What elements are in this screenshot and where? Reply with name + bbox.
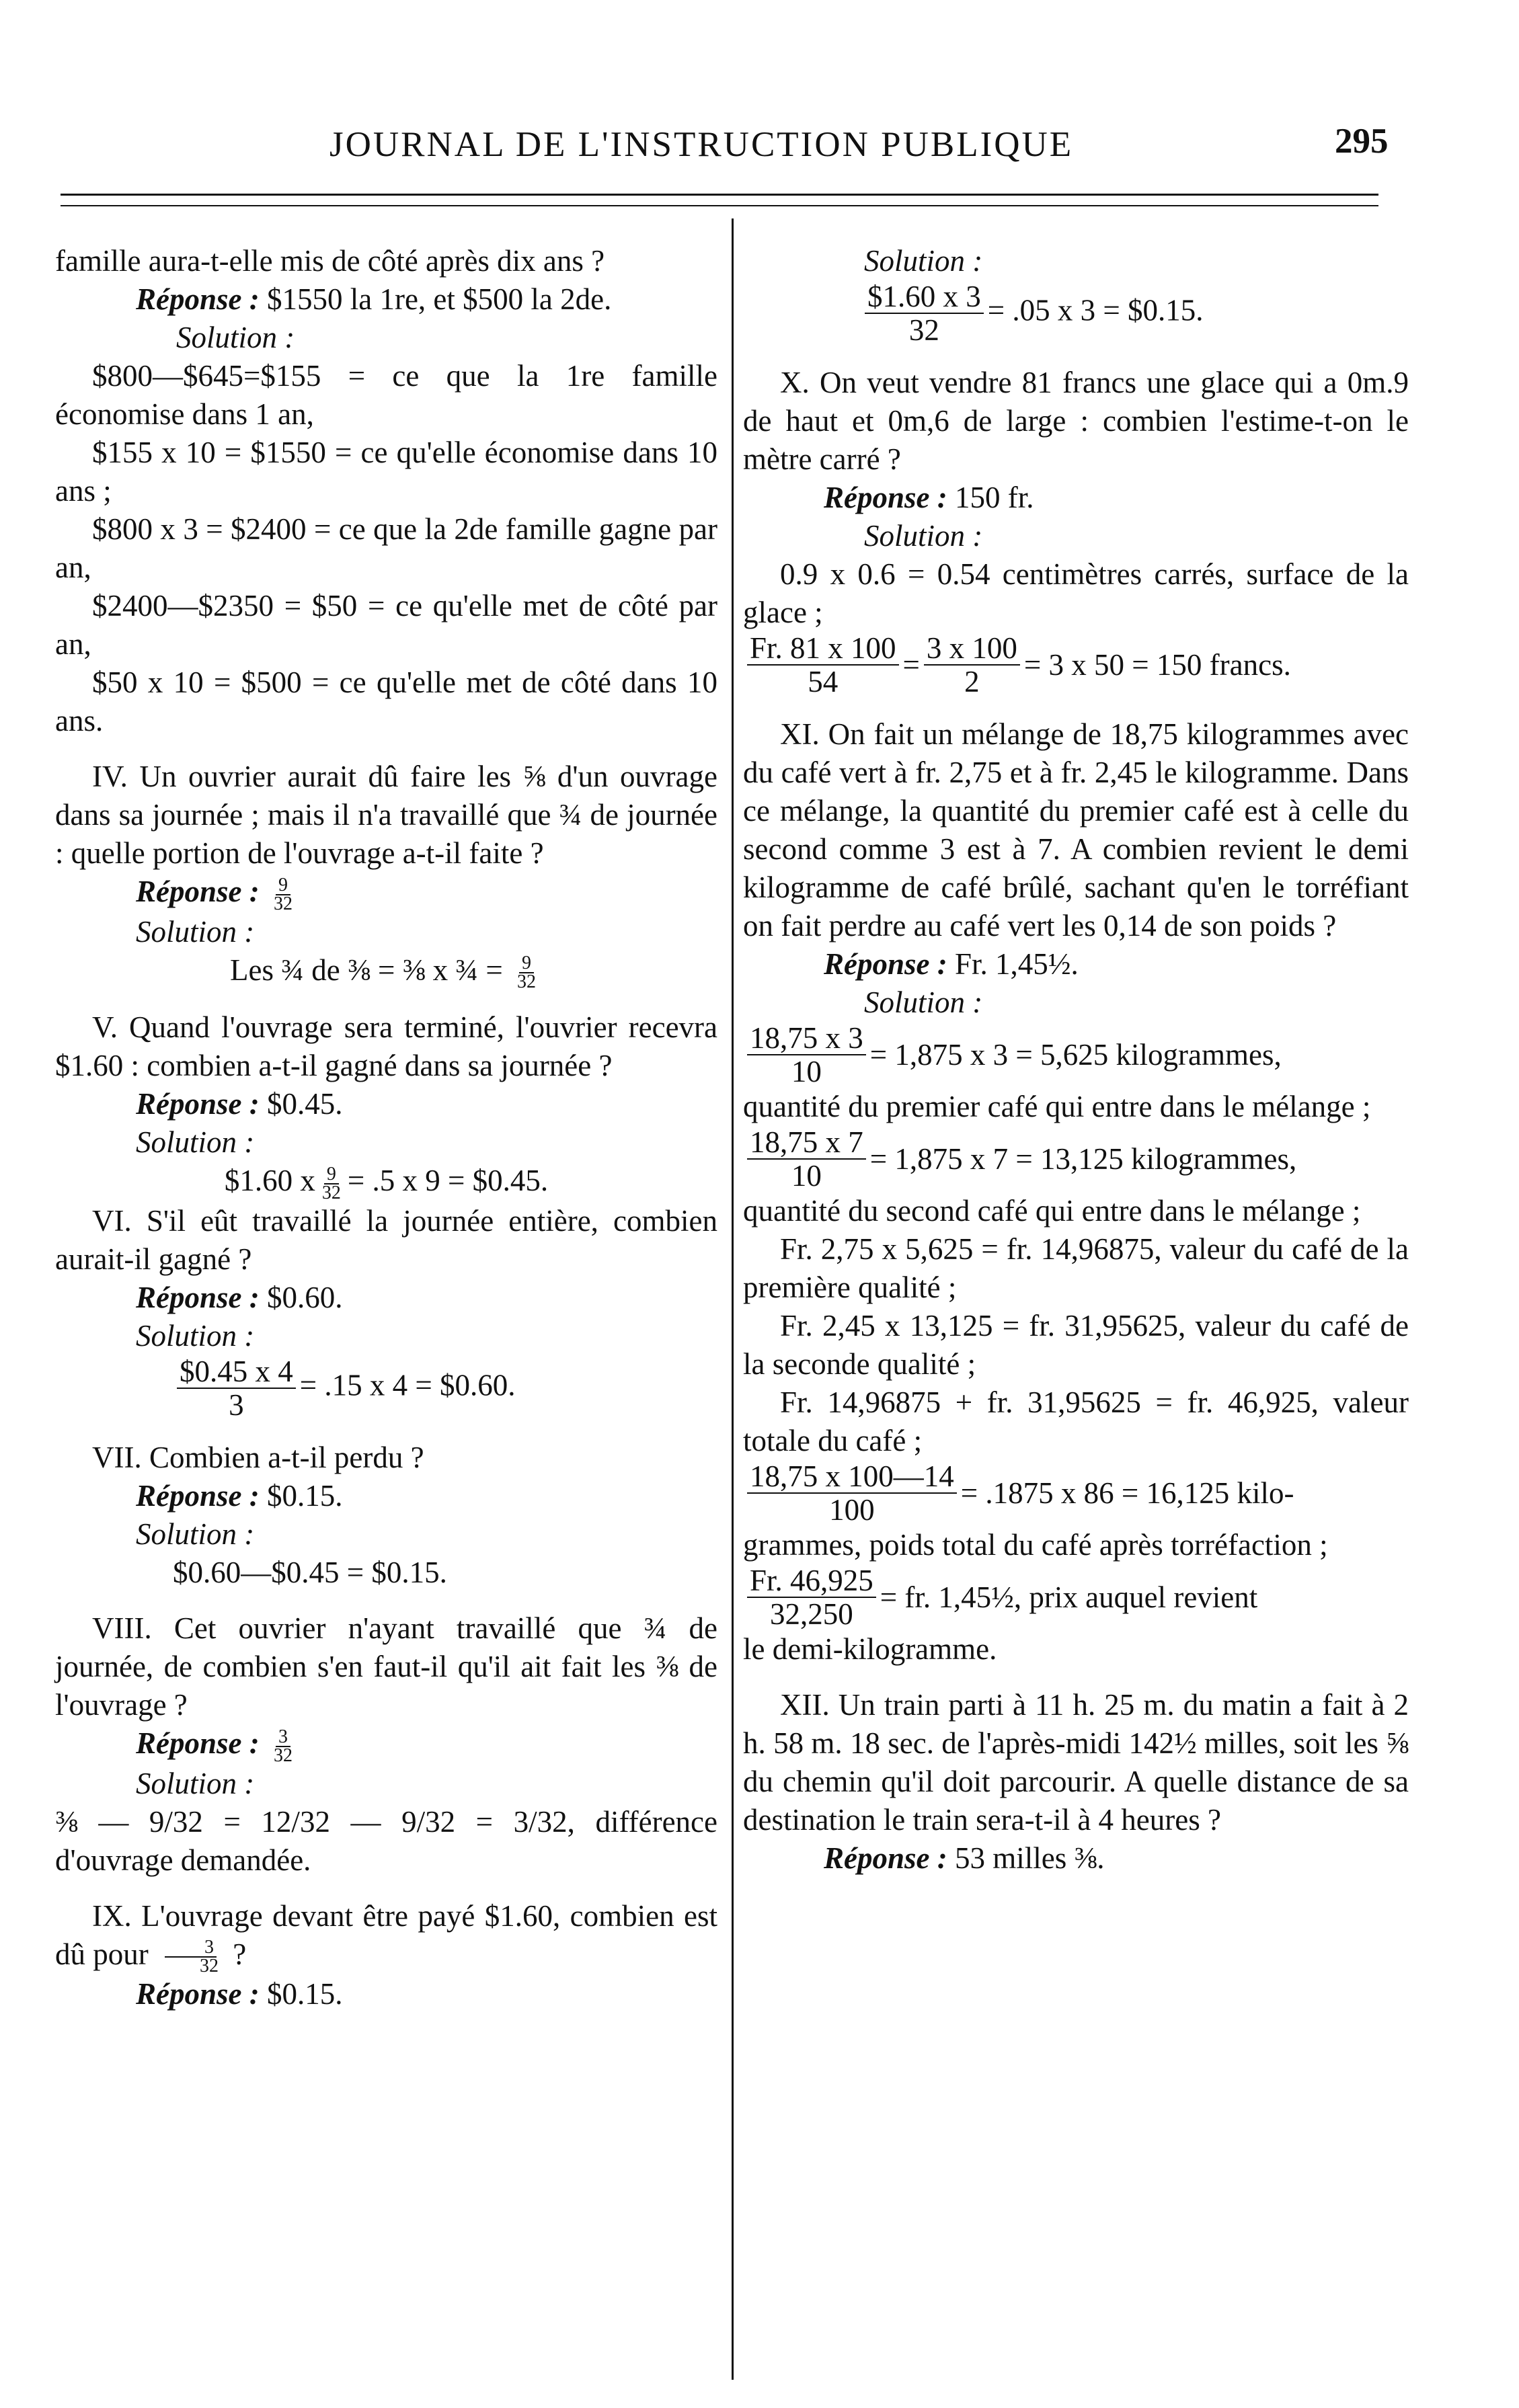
solution-line — [743, 1126, 1409, 1192]
answer-value: $0.60. — [267, 1281, 343, 1315]
denominator: 32 — [274, 893, 293, 914]
question-vi: VI. S'il eût travaillé la journée entière, combien aurait-il gagné ? — [55, 1204, 717, 1277]
answer-label: Réponse : — [824, 1841, 947, 1875]
solution-line: le demi-kilogramme. — [743, 1632, 997, 1666]
fraction — [747, 632, 899, 698]
numerator: 3 — [276, 1728, 290, 1747]
answer-value: $1550 la 1re, et $500 la 2de. — [267, 282, 612, 316]
solution-line: $800 x 3 = $2400 = ce que la 2de famille gagne par an, — [55, 512, 717, 584]
answer — [824, 479, 1409, 517]
answer-label: Réponse : — [136, 1281, 260, 1315]
column-divider — [732, 218, 734, 2380]
question-xi: XI. On fait un mélange de 18,75 kilogrammes avec du café vert à fr. 2,75 et à fr. 2,45 le kilogramme. Dans ce mélange, la quantité du premier café est à celle du second comme 3 est à 7. A combien revient le demi kilogramme de café brûlé, sachant qu'en le torréfiant on fait perdre au café vert les 0,14 de son poids ? — [743, 717, 1409, 942]
solution-text: Les ¾ de ⅜ = ⅜ x ¾ = — [230, 953, 503, 987]
question-x: X. On veut vendre 81 francs une glace qui a 0m.9 de haut et 0m,6 de large : combien l'estime-t-on le mètre carré ? — [743, 366, 1409, 476]
answer — [136, 1724, 717, 1765]
solution-text: = .1875 x 86 = 16,125 kilo- — [960, 1476, 1294, 1510]
numerator: 3 — [165, 1939, 217, 1958]
answer-value: 150 fr. — [955, 481, 1034, 514]
solution-line — [743, 1460, 1409, 1526]
solution-text: = .15 x 4 = $0.60. — [299, 1368, 516, 1402]
solution-label: Solution : — [136, 914, 255, 949]
solution-text: = .05 x 3 = $0.15. — [987, 293, 1204, 327]
denominator: 10 — [791, 1055, 822, 1088]
solution-text: $1.60 x — [224, 1164, 315, 1198]
solution-line: Fr. 14,96875 + fr. 31,95625 = fr. 46,925, valeur totale du café ; — [743, 1386, 1409, 1457]
denominator: 54 — [808, 665, 839, 698]
denominator: 32 — [516, 971, 536, 993]
question-xii: XII. Un train parti à 11 h. 25 m. du matin a fait à 2 h. 58 m. 18 sec. de l'après-midi 142½ milles, soit les ⅝ du chemin qu'il doit parcourir. A quelle distance de sa destination le train sera-t-il à 4 heures ? — [743, 1688, 1409, 1837]
answer — [824, 945, 1409, 984]
header-rule — [61, 194, 1378, 196]
header-rule-thin — [61, 205, 1378, 206]
solution-line: Fr. 2,75 x 5,625 = fr. 14,96875, valeur du café de la première qualité ; — [743, 1232, 1409, 1304]
solution-line: 0.9 x 0.6 = 0.54 centimètres carrés, surface de la glace ; — [743, 557, 1409, 629]
denominator: 32 — [200, 1956, 219, 1977]
answer — [136, 1279, 717, 1317]
answer-value: Fr. 1,45½. — [955, 947, 1079, 981]
answer-value: 53 milles ⅜. — [955, 1841, 1105, 1875]
solution-label: Solution : — [136, 1319, 255, 1353]
numerator: 9 — [519, 955, 534, 973]
solution-line: $2400—$2350 = $50 = ce qu'elle met de côté par an, — [55, 589, 717, 661]
answer-value: $0.15. — [267, 1977, 343, 2011]
solution-label: Solution : — [136, 1125, 255, 1160]
numerator: Fr. 81 x 100 — [747, 632, 899, 666]
denominator: 10 — [791, 1159, 822, 1193]
numerator: 3 x 100 — [924, 632, 1020, 666]
solution-line: $50 x 10 = $500 = ce qu'elle met de côté dans 10 ans. — [55, 666, 717, 737]
solution-line: grammes, poids total du café après torréfaction ; — [743, 1528, 1328, 1562]
fraction — [747, 1564, 876, 1630]
denominator: 3 — [229, 1388, 244, 1422]
solution-line — [55, 1162, 717, 1202]
solution-line — [861, 280, 1409, 346]
solution-label: Solution : — [864, 986, 983, 1019]
fraction — [747, 1126, 866, 1192]
denominator: 32,250 — [770, 1597, 853, 1631]
question-text: IX. L'ouvrage devant être payé $1.60, combien est dû pour — [55, 1898, 717, 1971]
page-header — [0, 118, 1519, 171]
solution-text: = 3 x 50 = 150 francs. — [1023, 647, 1291, 682]
fraction — [924, 632, 1020, 698]
answer-value: $0.45. — [267, 1087, 343, 1121]
question-ix — [55, 1897, 717, 1976]
numerator: 9 — [324, 1166, 339, 1185]
solution-text: = 1,875 x 7 = 13,125 kilogrammes, — [869, 1141, 1297, 1176]
answer-label: Réponse : — [136, 875, 260, 908]
fraction — [319, 1166, 344, 1202]
solution-line: Fr. 2,45 x 13,125 = fr. 31,95625, valeur du café de la seconde qualité ; — [743, 1309, 1409, 1381]
page-number: 295 — [1335, 122, 1389, 161]
solution-line — [173, 1355, 717, 1421]
denominator: 100 — [829, 1493, 875, 1527]
fraction — [747, 1022, 866, 1088]
question-v: V. Quand l'ouvrage sera terminé, l'ouvrier recevra $1.60 : combien a-t-il gagné dans sa journée ? — [55, 1010, 717, 1083]
fraction — [160, 1939, 221, 1975]
fraction — [865, 280, 984, 346]
solution-text: = .5 x 9 = $0.45. — [347, 1164, 549, 1198]
answer-label: Réponse : — [136, 282, 260, 316]
answer — [136, 873, 717, 913]
solution-line — [743, 1564, 1409, 1630]
denominator: 32 — [908, 313, 939, 347]
paragraph: famille aura-t-elle mis de côté après dix ans ? — [55, 244, 605, 278]
solution-line: $\frac{Fr. 81 x 100}{54}$ = $\frac{3 x 100}{2}$ = 3 x 50 = 150 francs. — [743, 632, 1409, 698]
answer-label: Réponse : — [136, 1479, 260, 1513]
solution-line: ⅜ — 9/32 = 12/32 — 9/32 = 3/32, différence d'ouvrage demandée. — [55, 1804, 717, 1877]
denominator: 32 — [321, 1182, 341, 1204]
solution-label: Solution : — [136, 1517, 255, 1552]
question-viii: VIII. Cet ouvrier n'ayant travaillé que ¾ de journée, de combien s'en faut-il qu'il ait fait les ⅜ de l'ouvrage ? — [55, 1611, 717, 1722]
question-vii: VII. Combien a-t-il perdu ? — [92, 1441, 424, 1475]
question-text: ? — [233, 1937, 247, 1971]
numerator: 9 — [276, 877, 290, 895]
solution-label: Solution : — [176, 321, 295, 354]
answer-value: $0.15. — [267, 1479, 343, 1513]
fraction — [271, 874, 295, 914]
solution-line: quantité du premier café qui entre dans le mélange ; — [743, 1090, 1371, 1123]
solution-line — [743, 1022, 1409, 1088]
answer — [136, 1477, 717, 1515]
fraction — [747, 1460, 957, 1526]
solution-label: Solution : — [136, 1766, 255, 1800]
denominator: 32 — [274, 1744, 293, 1766]
answer — [136, 1975, 717, 2013]
denominator: 2 — [964, 665, 980, 698]
numerator: 18,75 x 7 — [747, 1126, 866, 1160]
fraction — [271, 1728, 295, 1765]
fraction — [514, 955, 539, 991]
numerator: $0.45 x 4 — [177, 1355, 296, 1389]
solution-line — [55, 951, 717, 992]
solution-label: Solution : — [864, 519, 983, 553]
question-iv: IV. Un ouvrier aurait dû faire les ⅝ d'un ouvrage dans sa journée ; mais il n'a travaillé que ¾ de journée : quelle portion de l'ouvrage a-t-il faite ? — [55, 760, 717, 870]
solution-line: quantité du second café qui entre dans le mélange ; — [743, 1194, 1361, 1228]
numerator: 18,75 x 3 — [747, 1022, 866, 1055]
solution-line: $155 x 10 = $1550 = ce qu'elle économise dans 10 ans ; — [55, 436, 717, 508]
answer — [136, 280, 717, 319]
answer-label: Réponse : — [136, 1087, 260, 1121]
journal-title: JOURNAL DE L'INSTRUCTION PUBLIQUE — [329, 125, 1074, 164]
numerator: Fr. 46,925 — [747, 1564, 876, 1598]
solution-line: $0.60—$0.45 = $0.15. — [173, 1556, 447, 1590]
solution-label: Solution : — [864, 244, 983, 278]
answer — [824, 1839, 1409, 1878]
fraction — [177, 1355, 296, 1421]
left-column — [55, 242, 717, 2013]
solution-line: $800—$645=$155 = ce que la 1re famille économise dans 1 an, — [55, 359, 717, 431]
answer-label: Réponse : — [824, 947, 947, 981]
answer-label: Réponse : — [136, 1726, 260, 1761]
answer — [136, 1085, 717, 1123]
solution-text: = fr. 1,45½, prix auquel revient — [880, 1580, 1258, 1614]
answer-label: Réponse : — [136, 1977, 260, 2011]
solution-text: = 1,875 x 3 = 5,625 kilogrammes, — [869, 1037, 1282, 1072]
numerator: $1.60 x 3 — [865, 280, 984, 314]
numerator: 18,75 x 100—14 — [747, 1460, 957, 1494]
answer-label: Réponse : — [824, 481, 947, 514]
right-column — [743, 242, 1409, 1878]
